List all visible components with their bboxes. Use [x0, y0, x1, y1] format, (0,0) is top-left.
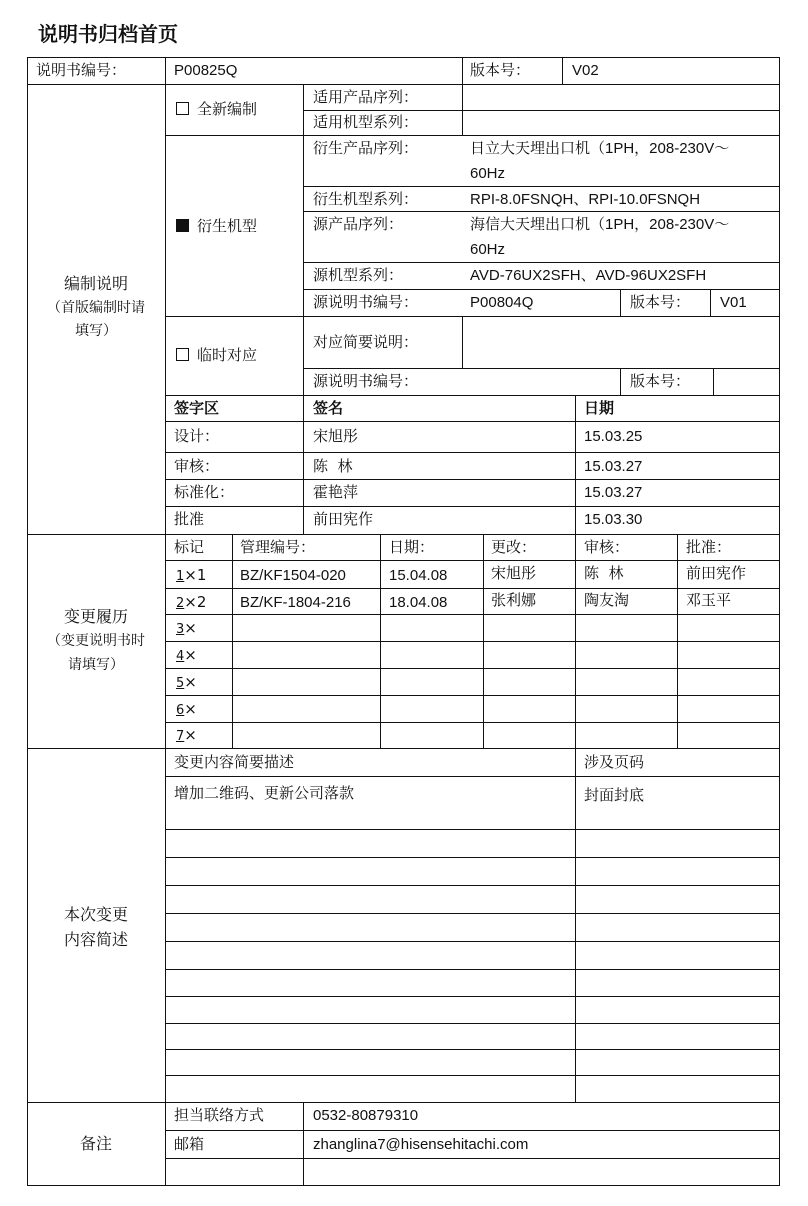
derived-model-checkbox[interactable]: [176, 219, 189, 232]
signature-name: 前田宪作: [313, 510, 374, 528]
applicable-model-label: 适用机型系列：: [313, 113, 419, 131]
change-mark-number: 6: [176, 703, 185, 718]
manual-no-label: 说明书编号：: [36, 61, 127, 79]
version-value: V02: [572, 62, 599, 79]
source-manual-value: P00804Q: [470, 294, 534, 311]
change-col-mark: 标记: [174, 538, 205, 556]
derived-series-label: 衍生产品序列：: [313, 139, 419, 157]
change-approver: 前田宪作: [686, 564, 747, 582]
change-mark-number: 5: [176, 676, 185, 691]
source-manual-label: 源说明书编号：: [313, 293, 419, 311]
change-code: BZ/KF1504-020: [240, 567, 346, 584]
signature-name: 霍艳萍: [313, 483, 359, 501]
remarks-label: 备注: [79, 1134, 112, 1153]
content-desc-value: 增加二维码、更新公司落款: [174, 784, 355, 802]
change-col-code: 管理编号：: [240, 538, 316, 556]
change-mark-number: 1: [176, 569, 185, 584]
change-history-note-2: 请填写）: [68, 657, 124, 673]
change-mark-number: 4: [176, 649, 185, 664]
compile-section-note-2: 填写）: [75, 323, 117, 339]
change-mark-suffix: ×: [184, 673, 197, 691]
signature-name: 宋旭彤: [313, 427, 359, 445]
content-desc-header: 变更内容简要描述: [174, 753, 295, 771]
change-mark: [176, 670, 197, 696]
signature-header-name: 签名: [313, 399, 344, 417]
change-mark-suffix: ×: [184, 700, 197, 718]
derived-model-series-value: RPI-8.0FSNQH、RPI-10.0FSNQH: [470, 191, 701, 208]
compile-section-label: 编制说明: [63, 274, 128, 293]
temporary-label: 临时对应: [197, 346, 258, 364]
change-mark: [176, 643, 197, 669]
new-edition-option[interactable]: [176, 97, 257, 122]
signature-date: 15.03.25: [584, 428, 643, 445]
change-date: 15.04.08: [389, 567, 448, 584]
signature-role: 批准: [174, 510, 205, 528]
change-col-reviewer: 审核：: [584, 538, 630, 556]
contact-value: 0532-80879310: [313, 1107, 419, 1124]
change-mark: [176, 697, 197, 723]
change-mark: [176, 590, 206, 616]
temp-source-version-label: 版本号：: [630, 372, 691, 390]
signature-date: 15.03.27: [584, 484, 643, 501]
derived-series-value-cont: 60Hz: [470, 165, 506, 182]
signature-header-date: 日期: [584, 399, 615, 417]
temporary-option[interactable]: [176, 343, 257, 368]
change-mark: [176, 723, 197, 749]
change-mark-suffix: ×: [184, 726, 197, 744]
new-edition-checkbox[interactable]: [176, 102, 189, 115]
content-pages-value: 封面封底: [584, 786, 645, 804]
change-history-note: （变更说明书时: [47, 633, 145, 649]
source-model-value: AVD-76UX2SFH、AVD-96UX2SFH: [470, 267, 707, 284]
derived-series-value: 日立大天埋出口机（1PH，208-230V～: [470, 140, 730, 157]
source-model-label: 源机型系列：: [313, 266, 404, 284]
change-changer: 张利娜: [491, 591, 537, 609]
change-mark-number: 2: [176, 596, 185, 611]
change-approver: 邓玉平: [686, 591, 732, 609]
compile-section-note: （首版编制时请: [47, 300, 145, 316]
change-mark-suffix: ×2: [184, 593, 207, 611]
temporary-checkbox[interactable]: [176, 348, 189, 361]
change-mark-number: 7: [176, 729, 185, 744]
contact-label: 担当联络方式: [174, 1106, 265, 1124]
signature-header-area: 签字区: [174, 399, 220, 417]
change-mark-suffix: ×: [184, 646, 197, 664]
content-pages-header: 涉及页码: [584, 753, 645, 771]
change-mark-suffix: ×: [184, 619, 197, 637]
source-series-value: 海信大天埋出口机（1PH，208-230V～: [470, 216, 730, 233]
temp-source-manual-label: 源说明书编号：: [313, 372, 419, 390]
change-col-date: 日期：: [389, 538, 435, 556]
derived-model-option[interactable]: [176, 214, 257, 239]
change-reviewer: 陈 林: [584, 564, 624, 582]
email-label: 邮箱: [174, 1135, 205, 1153]
change-mark: [176, 616, 197, 642]
email-value: zhanglina7@hisensehitachi.com: [313, 1136, 529, 1153]
signature-date: 15.03.27: [584, 458, 643, 475]
signature-name: 陈 林: [313, 457, 353, 475]
signature-role: 设计：: [174, 427, 220, 445]
brief-desc-label: 对应简要说明：: [313, 333, 419, 351]
content-section-label-2: 内容简述: [63, 930, 128, 949]
version-label: 版本号：: [470, 61, 531, 79]
change-col-approver: 批准：: [686, 538, 732, 556]
signature-role: 审核：: [174, 457, 220, 475]
content-section-label: 本次变更: [63, 905, 128, 924]
signature-role: 标准化：: [174, 483, 235, 501]
page-title: 说明书归档首页: [38, 22, 178, 46]
change-col-changer: 更改：: [491, 538, 537, 556]
signature-date: 15.03.30: [584, 511, 643, 528]
manual-no-value: P00825Q: [174, 62, 238, 79]
change-mark: [176, 563, 206, 589]
change-mark-number: 3: [176, 622, 185, 637]
source-series-value-cont: 60Hz: [470, 241, 506, 258]
change-reviewer: 陶友淘: [584, 591, 630, 609]
change-code: BZ/KF-1804-216: [240, 594, 351, 611]
new-edition-label: 全新编制: [197, 100, 258, 118]
change-changer: 宋旭彤: [491, 564, 537, 582]
change-mark-suffix: ×1: [184, 566, 207, 584]
change-history-label: 变更履历: [63, 607, 128, 626]
applicable-series-label: 适用产品序列：: [313, 88, 419, 106]
source-version-value: V01: [720, 294, 747, 311]
source-series-label: 源产品序列：: [313, 215, 404, 233]
source-version-label: 版本号：: [630, 293, 691, 311]
derived-model-series-label: 衍生机型系列：: [313, 190, 419, 208]
change-date: 18.04.08: [389, 594, 448, 611]
derived-model-label: 衍生机型: [197, 217, 258, 235]
